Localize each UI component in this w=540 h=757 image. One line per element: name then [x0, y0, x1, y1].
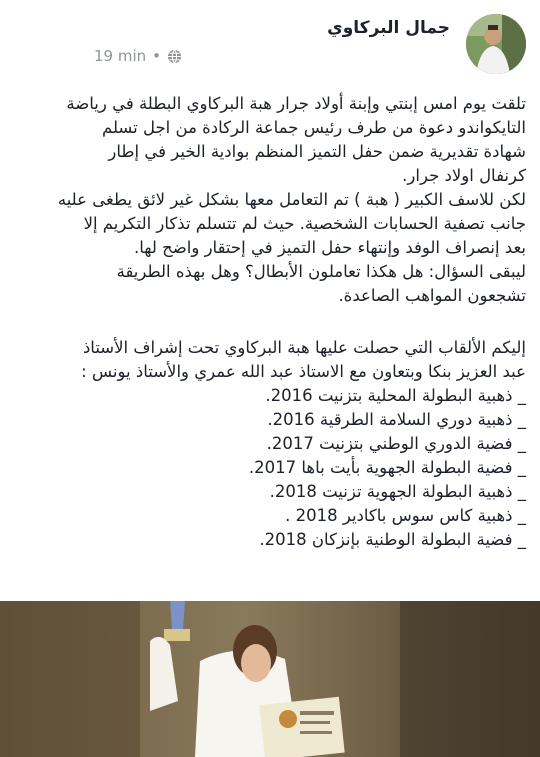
title-item: _ فضية الدوري الوطني بتزنيت 2017.: [266, 434, 526, 453]
post-line: تشجعون المواهب الصاعدة.: [338, 286, 526, 305]
meta-separator: •: [152, 47, 161, 65]
title-item: _ فضية البطولة الجهوية بأيت باها 2017.: [248, 458, 526, 477]
post-line: لكن للاسف الكبير ( هبة ) تم التعامل معها بشكل غير لائق يطغى عليه: [57, 190, 526, 209]
title-item: _ ذهبية دوري السلامة الطرقية 2016.: [267, 410, 526, 429]
globe-icon[interactable]: [167, 49, 182, 64]
post-line: شهادة تقديرية ضمن حفل التميز المنظم بوادية الخير في إطار: [108, 142, 526, 161]
post-header: [0, 0, 540, 82]
photo-image: [0, 601, 540, 757]
title-item: _ ذهبية كاس سوس باكادير 2018 .: [285, 506, 526, 525]
post-line: بعد إنصراف الوفد وإنتهاء حفل التميز في إحتقار واضح لها.: [133, 238, 526, 257]
post-line: كرنفال اولاد جرار.: [402, 166, 526, 185]
avatar-image: [466, 14, 526, 74]
title-item: _ فضية البطولة الوطنية بإنزكان 2018.: [259, 530, 526, 549]
post-photo[interactable]: [0, 601, 540, 757]
post-meta: [94, 47, 182, 65]
post-line: التايكواندو دعوة من طرف رئيس جماعة الركادة من اجل تسلم: [101, 118, 526, 137]
post-time[interactable]: 19 min: [93, 47, 147, 65]
post-line: ليبقى السؤال: هل هكذا تعاملون الأبطال؟ وهل بهذه الطريقة: [116, 262, 526, 281]
title-item: _ ذهبية البطولة المحلية بتزنيت 2016.: [265, 386, 526, 405]
post-line: تلقت يوم امس إبنتي وإبنة أولاد جرار هبة البركاوي البطلة في رياضة: [66, 94, 526, 113]
paragraph-gap: [14, 308, 526, 336]
post-line: عبد العزيز بنكا وبتعاون مع الاستاذ عبد الله عمري والأستاذ يونس :: [81, 362, 526, 381]
author-name[interactable]: جمال البركاوي: [327, 18, 450, 38]
post-line: جانب تصفية الحسابات الشخصية. حيث لم تتسلم تذكار التكريم إلا: [83, 214, 526, 233]
avatar[interactable]: [466, 14, 526, 74]
post-line: إليكم الألقاب التي حصلت عليها هبة البركاوي تحت إشراف الأستاذ: [82, 338, 526, 357]
post-text: [14, 92, 526, 552]
title-item: _ ذهبية البطولة الجهوية تزنيت 2018.: [269, 482, 526, 501]
